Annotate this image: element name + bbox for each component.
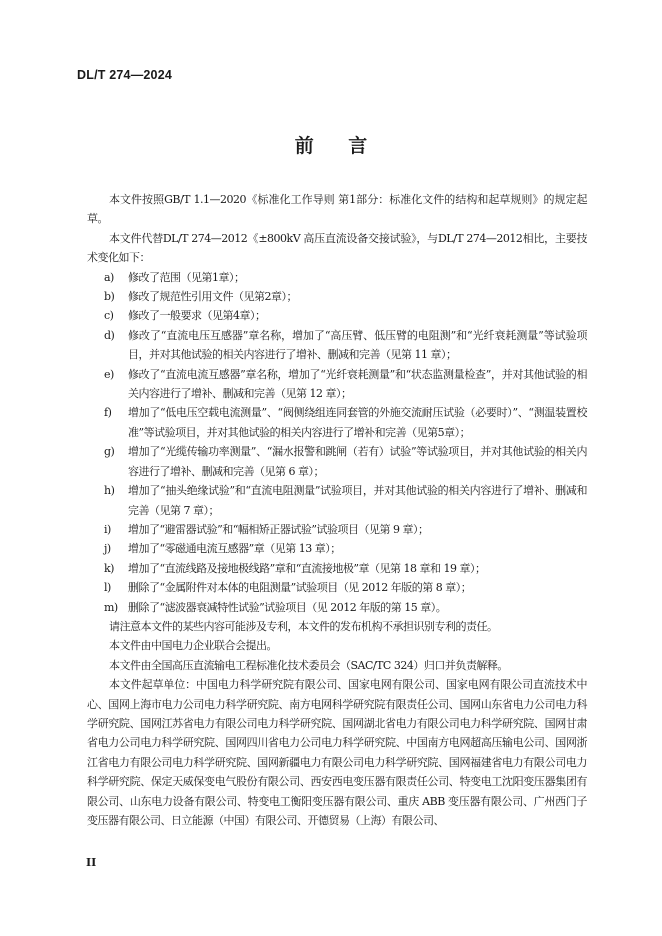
intro-paragraph: 本文件按照GB/T 1.1—2020《标准化工作导则 第1部分：标准化文件的结构和起草规则》的规定起草。 bbox=[87, 193, 587, 226]
list-item-text: 修改了“直流电流互感器”章名称，增加了“光纤衰耗测量”和“状态监测量检查”，并对其他试验的相关内容进行了增补、删减和完善（见第 12 章）； bbox=[128, 367, 587, 401]
list-item-label: g) bbox=[104, 445, 115, 459]
list-item bbox=[87, 442, 587, 481]
intro-paragraph: 本文件代替DL/T 274—2012《±800kV 高压直流设备交接试验》，与DL/T 274—2012相比，主要技术变化如下： bbox=[87, 231, 587, 265]
list-item-label: a) bbox=[104, 270, 114, 284]
list-item bbox=[87, 559, 587, 578]
list-item bbox=[87, 481, 587, 520]
list-item-label: h) bbox=[104, 484, 115, 498]
list-item-text: 修改了范围（见第1章）； bbox=[128, 270, 245, 284]
list-item-text: 增加了“避雷器试验”和“幅相矫正器试验”试验项目（见第 9 章）； bbox=[128, 522, 429, 536]
list-item bbox=[87, 287, 587, 306]
changes-list bbox=[87, 268, 587, 617]
document-body bbox=[87, 190, 587, 830]
proposer-statement: 本文件由中国电力企业联合会提出。 bbox=[109, 639, 277, 653]
list-item-label: b) bbox=[104, 290, 115, 304]
list-item-text: 增加了“零磁通电流互感器”章（见第 13 章）； bbox=[128, 542, 341, 556]
list-item-text: 修改了“直流电压互感器”章名称，增加了“高压臂、低压臂的电阻测”和“光纤衰耗测量”等试验项目，并对其他试验的相关内容进行了增补、删减和完善（见第 11 章）； bbox=[128, 328, 587, 362]
list-item-label: k) bbox=[104, 561, 114, 575]
list-item-text: 增加了“光缆传输功率测量”、“漏水报警和跳闸（若有）试验”等试验项目，并对其他试验的相关内容进行了增补、删减和完善（见第 6 章）； bbox=[128, 445, 587, 478]
list-item-label: f) bbox=[104, 406, 112, 420]
list-item bbox=[87, 326, 587, 365]
list-item bbox=[87, 306, 587, 325]
list-item-text: 删除了“滤波器衰减特性试验”试验项目（见 2012 年版的第 15 章）。 bbox=[128, 600, 447, 614]
list-item-text: 修改了规范性引用文件（见第2章）； bbox=[128, 290, 297, 304]
list-item-text: 增加了“直流线路及接地极线路”章和“直流接地极”章（见第 18 章和 19 章）； bbox=[128, 561, 486, 575]
list-item-label: e) bbox=[104, 367, 114, 381]
list-item-text: 删除了“金属附件对本体的电阻测量”试验项目（见 2012 年版的第 8 章）； bbox=[128, 581, 472, 595]
list-item-label: i) bbox=[104, 522, 111, 536]
list-item-label: m) bbox=[104, 600, 118, 614]
list-item-label: l) bbox=[104, 581, 111, 595]
list-item bbox=[87, 520, 587, 539]
document-code: DL/T 274—2024 bbox=[77, 68, 173, 82]
list-item-text: 增加了“低电压空载电流测量”、“阀侧绕组连同套管的外施交流耐压试验（必要时）”、“测温装置校准”等试验项目，并对其他试验的相关内容进行了增补和完善（见第5章）； bbox=[128, 406, 587, 439]
list-item-label: d) bbox=[104, 328, 115, 342]
committee-statement: 本文件由全国高压直流输电工程标准化技术委员会（SAC/TC 324）归口并负责解释。 bbox=[109, 658, 508, 672]
page-title: 前 言 bbox=[294, 135, 382, 157]
list-item bbox=[87, 578, 587, 597]
list-item-text: 增加了“抽头绝缘试验”和“直流电阻测量”试验项目，并对其他试验的相关内容进行了增补、删减和完善（见第 7 章）； bbox=[128, 484, 587, 517]
list-item bbox=[87, 598, 587, 617]
list-item bbox=[87, 539, 587, 558]
list-item bbox=[87, 365, 587, 404]
list-item-label: c) bbox=[104, 309, 114, 323]
page-number: II bbox=[86, 856, 97, 869]
drafting-organizations: 本文件起草单位：中国电力科学研究院有限公司、国家电网有限公司、国家电网有限公司直流技术中心、国网上海市电力公司电力科学研究院、南方电网科学研究院有限责任公司、国网山东省电力公司电力科学研究院、国网江苏省电力有限公司电力科学研究院、国网湖北省电力有限公司电力科学研究院、国网甘肃省电力公司电力科学研究院、国网四川省电力公司电力科学研究院、中国南方电网超高压输电公司、国网浙江省电力有限公司电力科学研究院、国网新疆电力有限公司电力科学研究院、国网福建省电力有限公司电力科学研究院、保定天威保变电气股份有限公司、西安西电变压器有限责任公司、特变电工沈阳变压器集团有限公司、山东电力设备有限公司、特变电工衡阳变压器有限公司、重庆 ABB 变压器有限公司、广州西门子变压器有限公司、日立能源（中国）有限公司、开德贸易（上海）有限公司、 bbox=[87, 678, 587, 827]
list-item bbox=[87, 403, 587, 442]
list-item bbox=[87, 268, 587, 287]
list-item-label: j) bbox=[104, 542, 111, 556]
list-item-text: 修改了一般要求（见第4章）； bbox=[128, 309, 266, 323]
patent-notice: 请注意本文件的某些内容可能涉及专利，本文件的发布机构不承担识别专利的责任。 bbox=[109, 619, 498, 633]
